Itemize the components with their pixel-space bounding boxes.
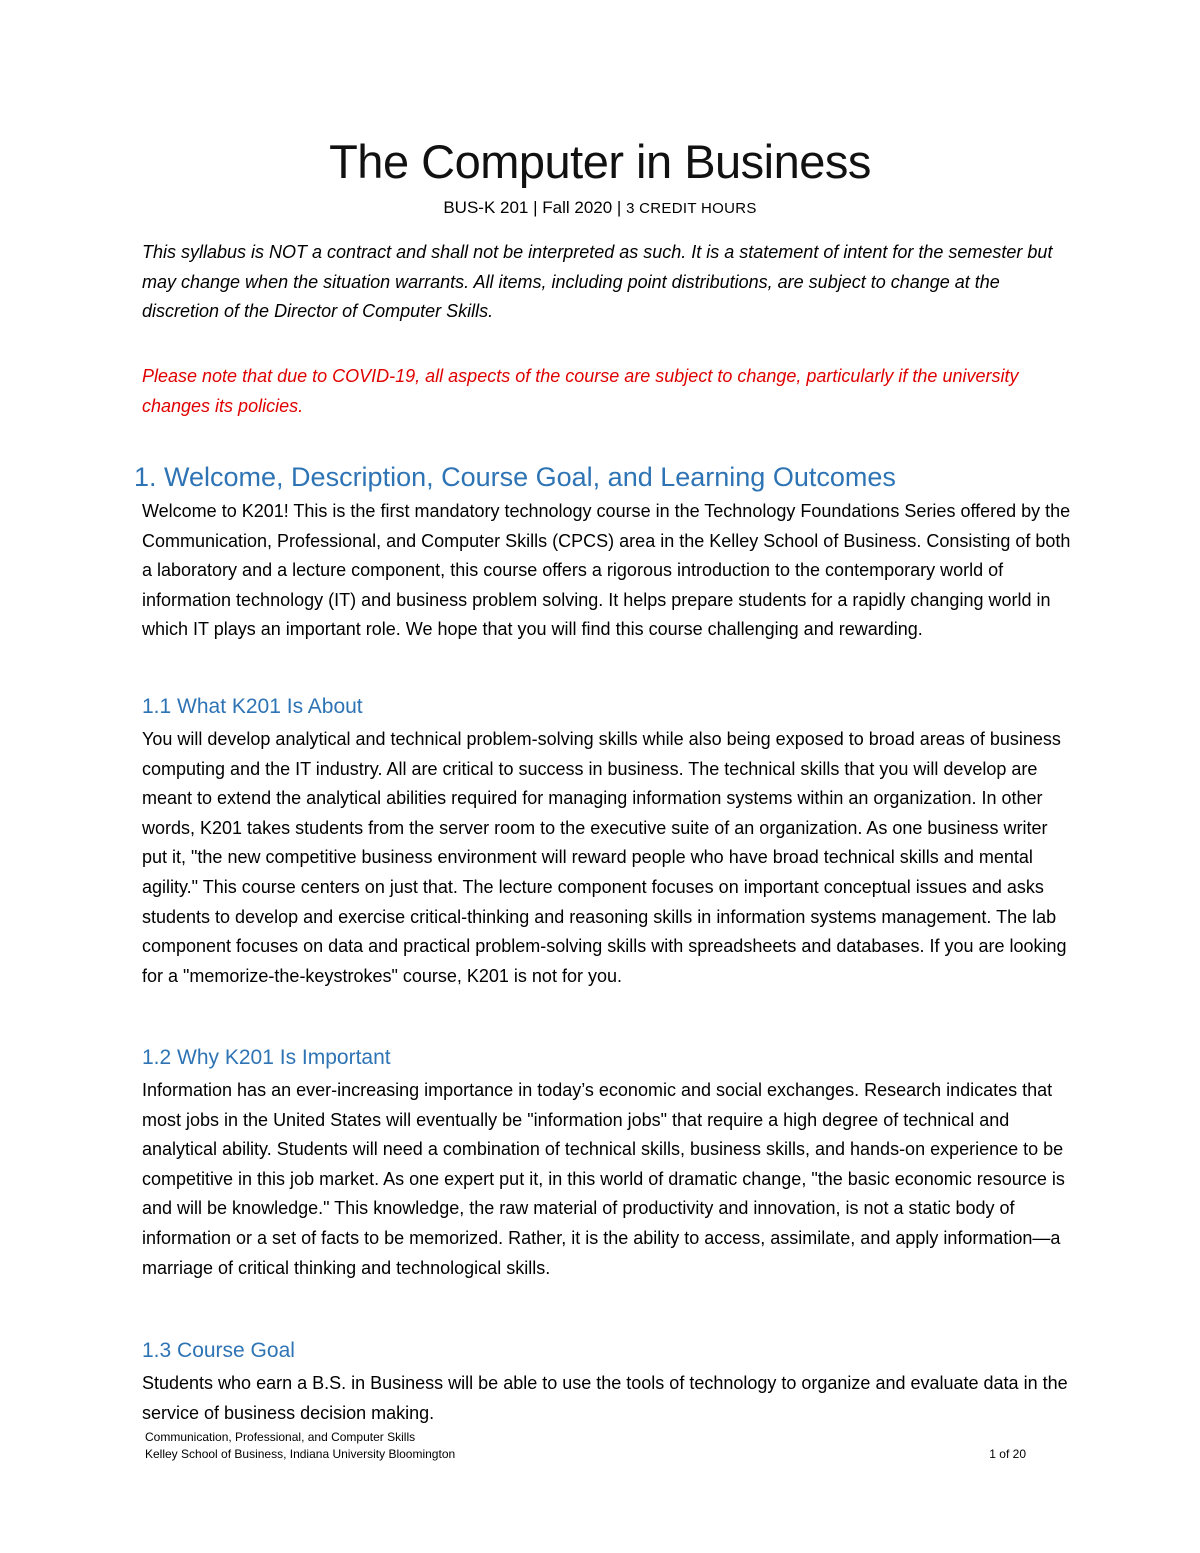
section-1-1-heading: 1.1 What K201 Is About xyxy=(142,695,363,718)
footer-row xyxy=(145,1446,1026,1463)
separator-2: | xyxy=(612,198,627,217)
course-term: Fall 2020 xyxy=(542,198,613,217)
footer-department: Communication, Professional, and Computer Skills xyxy=(145,1430,416,1444)
section-1-2-body: Information has an ever-increasing importance in today’s economic and social exchanges. Research indicates that most jobs in the United States will eventually be "information jobs" that require a high degree of technical and analytical ability. Students will need a combination of technical skills, business skills, and hands-on experience to be competitive in this job market. As one expert put it, in this world of dramatic change, "the basic economic resource is and will be knowledge." This knowledge, the raw material of productivity and innovation, is not a static body of information or a set of facts to be memorized. Rather, it is the ability to access, assimilate, and apply information—a marriage of critical thinking and technological skills. xyxy=(142,1080,1065,1278)
page-footer xyxy=(145,1429,1045,1463)
section-1-1-body: You will develop analytical and technical problem-solving skills while also being exposed to broad areas of business computing and the IT industry. All are critical to success in business. The technical skills that you will develop are meant to extend the analytical abilities required for managing information systems within an organization. In other words, K201 takes students from the server room to the executive suite of an organization. As one business writer put it, "the new competitive business environment will reward people who have broad technical skills and mental agility." This course centers on just that. The lecture component focuses on important conceptual issues and asks students to develop and exercise critical-thinking and reasoning skills in information systems management. The lab component focuses on data and practical problem-solving skills with spreadsheets and databases. If you are looking for a "memorize-the-keystrokes" course, K201 is not for you. xyxy=(142,729,1067,986)
credit-hours: 3 CREDIT HOURS xyxy=(626,200,757,217)
page-number: 1 of 20 xyxy=(989,1447,1026,1461)
covid-notice: Please note that due to COVID-19, all aspects of the course are subject to change, particularly if the university changes its policies. xyxy=(142,366,1019,416)
section-1-heading: 1. Welcome, Description, Course Goal, and Learning Outcomes xyxy=(134,462,896,492)
document-title: The Computer in Business xyxy=(329,135,871,188)
course-code: BUS-K 201 xyxy=(443,198,529,217)
section-1-intro: Welcome to K201! This is the first mandatory technology course in the Technology Foundations Series offered by the Communication, Professional, and Computer Skills (CPCS) area in the Kelley School of Business. Consisting of both a laboratory and a lecture component, this course offers a rigorous introduction to the contemporary world of information technology (IT) and business problem solving. It helps prepare students for a rapidly changing world in which IT plays an important role. We hope that you will find this course challenging and rewarding. xyxy=(142,501,1071,640)
disclaimer-paragraph: This syllabus is NOT a contract and shall not be interpreted as such. It is a statement of intent for the semester but may change when the situation warrants. All items, including point distributions, are subject to change at the discretion of the Director of Computer Skills. xyxy=(142,242,1053,322)
section-1-2-heading: 1.2 Why K201 Is Important xyxy=(142,1046,391,1069)
separator-1: | xyxy=(528,198,543,217)
section-1-3-heading: 1.3 Course Goal xyxy=(142,1339,295,1362)
footer-school: Kelley School of Business, Indiana University Bloomington xyxy=(145,1447,456,1461)
section-1-3-body: Students who earn a B.S. in Business will be able to use the tools of technology to organize and evaluate data in the service of business decision making. xyxy=(142,1373,1068,1423)
course-info-line xyxy=(0,196,1200,221)
